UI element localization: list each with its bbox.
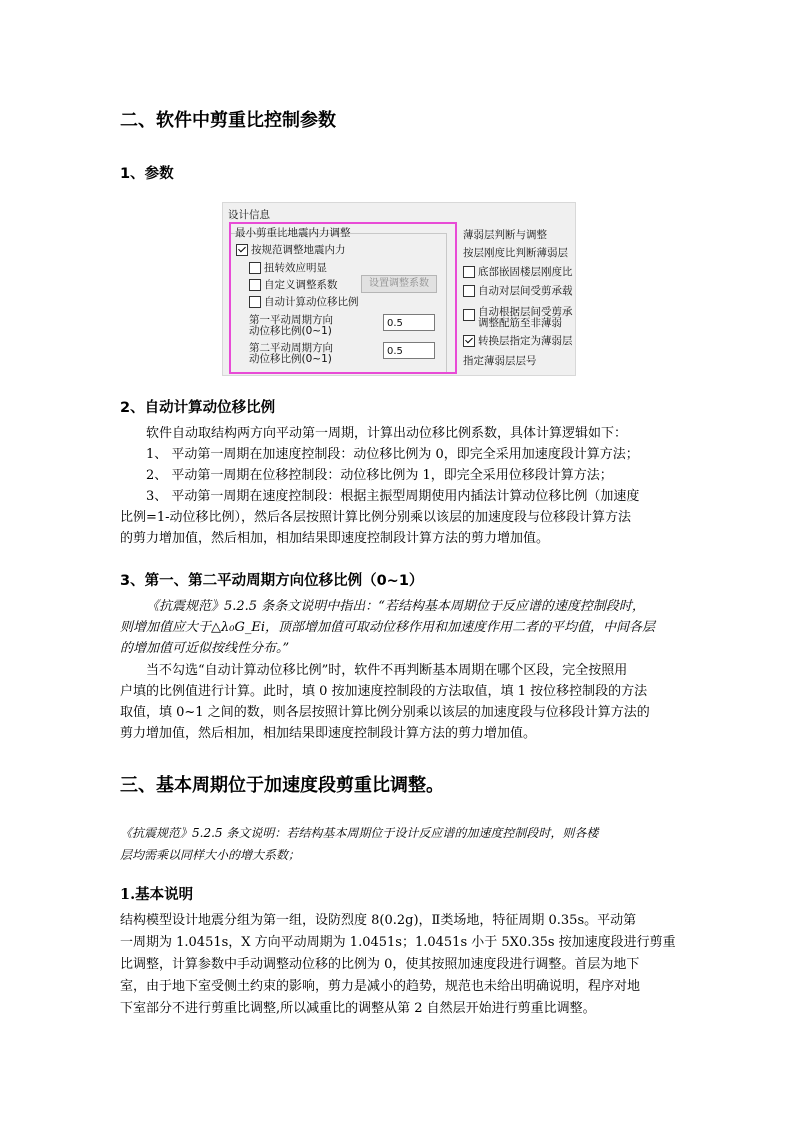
paragraph: 户填的比例值进行计算。此时，填 0 按加速度控制段的方法取值，填 1 按位移控制段的方法 (120, 684, 648, 699)
section-2-title: 二、软件中剪重比控制参数 (120, 110, 336, 131)
transfer-layer-checkbox[interactable] (463, 335, 475, 347)
custom-coef-label: 自定义调整系数 (264, 279, 338, 291)
paragraph: 比调整，计算参数中手动调整动位移的比例为 0，使其按照加速度段进行调整。首层为地下 (120, 957, 640, 972)
code-adjust-checkbox[interactable] (236, 244, 248, 256)
auto-shear-label: 自动对层间受剪承载 (478, 285, 573, 297)
subsection-auto-calc-title: 2、自动计算动位移比例 (120, 400, 276, 416)
paragraph: 2、 平动第一周期在位移控制段：动位移比例为 1，即完全采用位移段计算方法； (146, 468, 613, 483)
paragraph: 1、 平动第一周期在加速度控制段：动位移比例为 0，即完全采用加速度段计算方法； (146, 447, 639, 462)
second-period-label-2: 动位移比例(0~1) (249, 353, 332, 365)
subsection-parameters-title: 1、参数 (120, 166, 174, 182)
subsection-basic-title: 1.基本说明 (120, 886, 194, 903)
torsion-label: 扭转效应明显 (264, 262, 327, 274)
code-adjust-label: 按规范调整地震内力 (251, 244, 346, 256)
quote-line: 《抗震规范》5.2.5 条文说明：若结构基本周期位于设计反应谱的加速度控制段时，则各楼 (120, 826, 599, 840)
first-period-label-2: 动位移比例(0~1) (249, 325, 332, 337)
paragraph: 一周期为 1.0451s，X 方向平动周期为 1.0451s；1.0451s 小于 5X0.35s 按加速度段进行剪重 (120, 935, 676, 950)
paragraph: 3、 平动第一周期在速度控制段：根据主振型周期使用内插法计算动位移比例（加速度 (146, 489, 640, 504)
quote-line: 的增加值可近似按线性分布。” (120, 641, 290, 656)
panel-title: 设计信息 (228, 209, 270, 221)
second-period-label-1: 第二平动周期方向 (249, 342, 333, 354)
set-coef-button[interactable]: 设置调整系数 (361, 275, 437, 293)
second-period-input[interactable]: 0.5 (383, 342, 435, 359)
paragraph: 下室部分不进行剪重比调整,所以减重比的调整从第 2 自然层开始进行剪重比调整。 (120, 1001, 596, 1016)
paragraph: 室，由于地下室受侧土约束的影响，剪力是减小的趋势，规范也未给出明确说明，程序对地 (120, 979, 641, 994)
section-3-title: 三、基本周期位于加速度段剪重比调整。 (120, 775, 444, 796)
paragraph: 软件自动取结构两方向平动第一周期，计算出动位移比例系数，具体计算逻辑如下： (146, 426, 628, 441)
auto-calc-checkbox[interactable] (249, 296, 261, 308)
weak-layer-sub: 按层刚度比判断薄弱层 (463, 247, 568, 259)
base-stiffness-label: 底部嵌固楼层刚度比 (478, 266, 573, 278)
paragraph: 当不勾选“自动计算动位移比例”时，软件不再判断基本周期在哪个区段，完全按照用 (146, 663, 628, 678)
paragraph: 剪力增加值，然后相加，相加结果即速度控制段计算方法的剪力增加值。 (120, 726, 537, 741)
paragraph: 取值，填 0~1 之间的数，则各层按照计算比例分别乘以该层的加速度段与位移段计算方法的 (120, 705, 650, 720)
parameter-dialog-screenshot (222, 202, 576, 376)
quote-line: 层均需乘以同样大小的增大系数； (120, 848, 301, 862)
auto-rebar-label-1: 自动根据层间受剪承 (478, 306, 573, 318)
first-period-label-1: 第一平动周期方向 (249, 314, 333, 326)
auto-shear-checkbox[interactable] (463, 285, 475, 297)
auto-rebar-label-2: 调整配筋至非薄弱 (478, 317, 562, 329)
torsion-checkbox[interactable] (249, 262, 261, 274)
weak-layer-title: 薄弱层判断与调整 (463, 229, 547, 241)
first-period-input[interactable]: 0.5 (383, 314, 435, 331)
paragraph: 的剪力增加值，然后相加，相加结果即速度控制段计算方法的剪力增加值。 (120, 531, 550, 546)
auto-rebar-checkbox[interactable] (463, 309, 475, 321)
paragraph: 结构模型设计地震分组为第一组，设防烈度 8(0.2g)，Ⅱ类场地，特征周期 0.35s。平动第 (120, 913, 637, 928)
transfer-layer-label: 转换层指定为薄弱层 (478, 335, 573, 347)
base-stiffness-checkbox[interactable] (463, 266, 475, 278)
weak-layer-number-label: 指定薄弱层层号 (463, 355, 537, 367)
quote-line: 则增加值应大于△λ₀G_Ei，顶部增加值可取动位移作用和加速度作用二者的平均值，中间各层 (120, 620, 655, 635)
subsection-ratio-title: 3、第一、第二平动周期方向位移比例（0~1） (120, 573, 424, 589)
group-title: 最小剪重比地震内力调整 (235, 227, 351, 239)
auto-calc-label: 自动计算动位移比例 (264, 296, 359, 308)
quote-line: 《抗震规范》5.2.5 条条文说明中指出：“若结构基本周期位于反应谱的速度控制段时， (146, 599, 645, 614)
paragraph: 比例=1-动位移比例），然后各层按照计算比例分别乘以该层的加速度段与位移段计算方法 (120, 510, 632, 525)
custom-coef-checkbox[interactable] (249, 279, 261, 291)
